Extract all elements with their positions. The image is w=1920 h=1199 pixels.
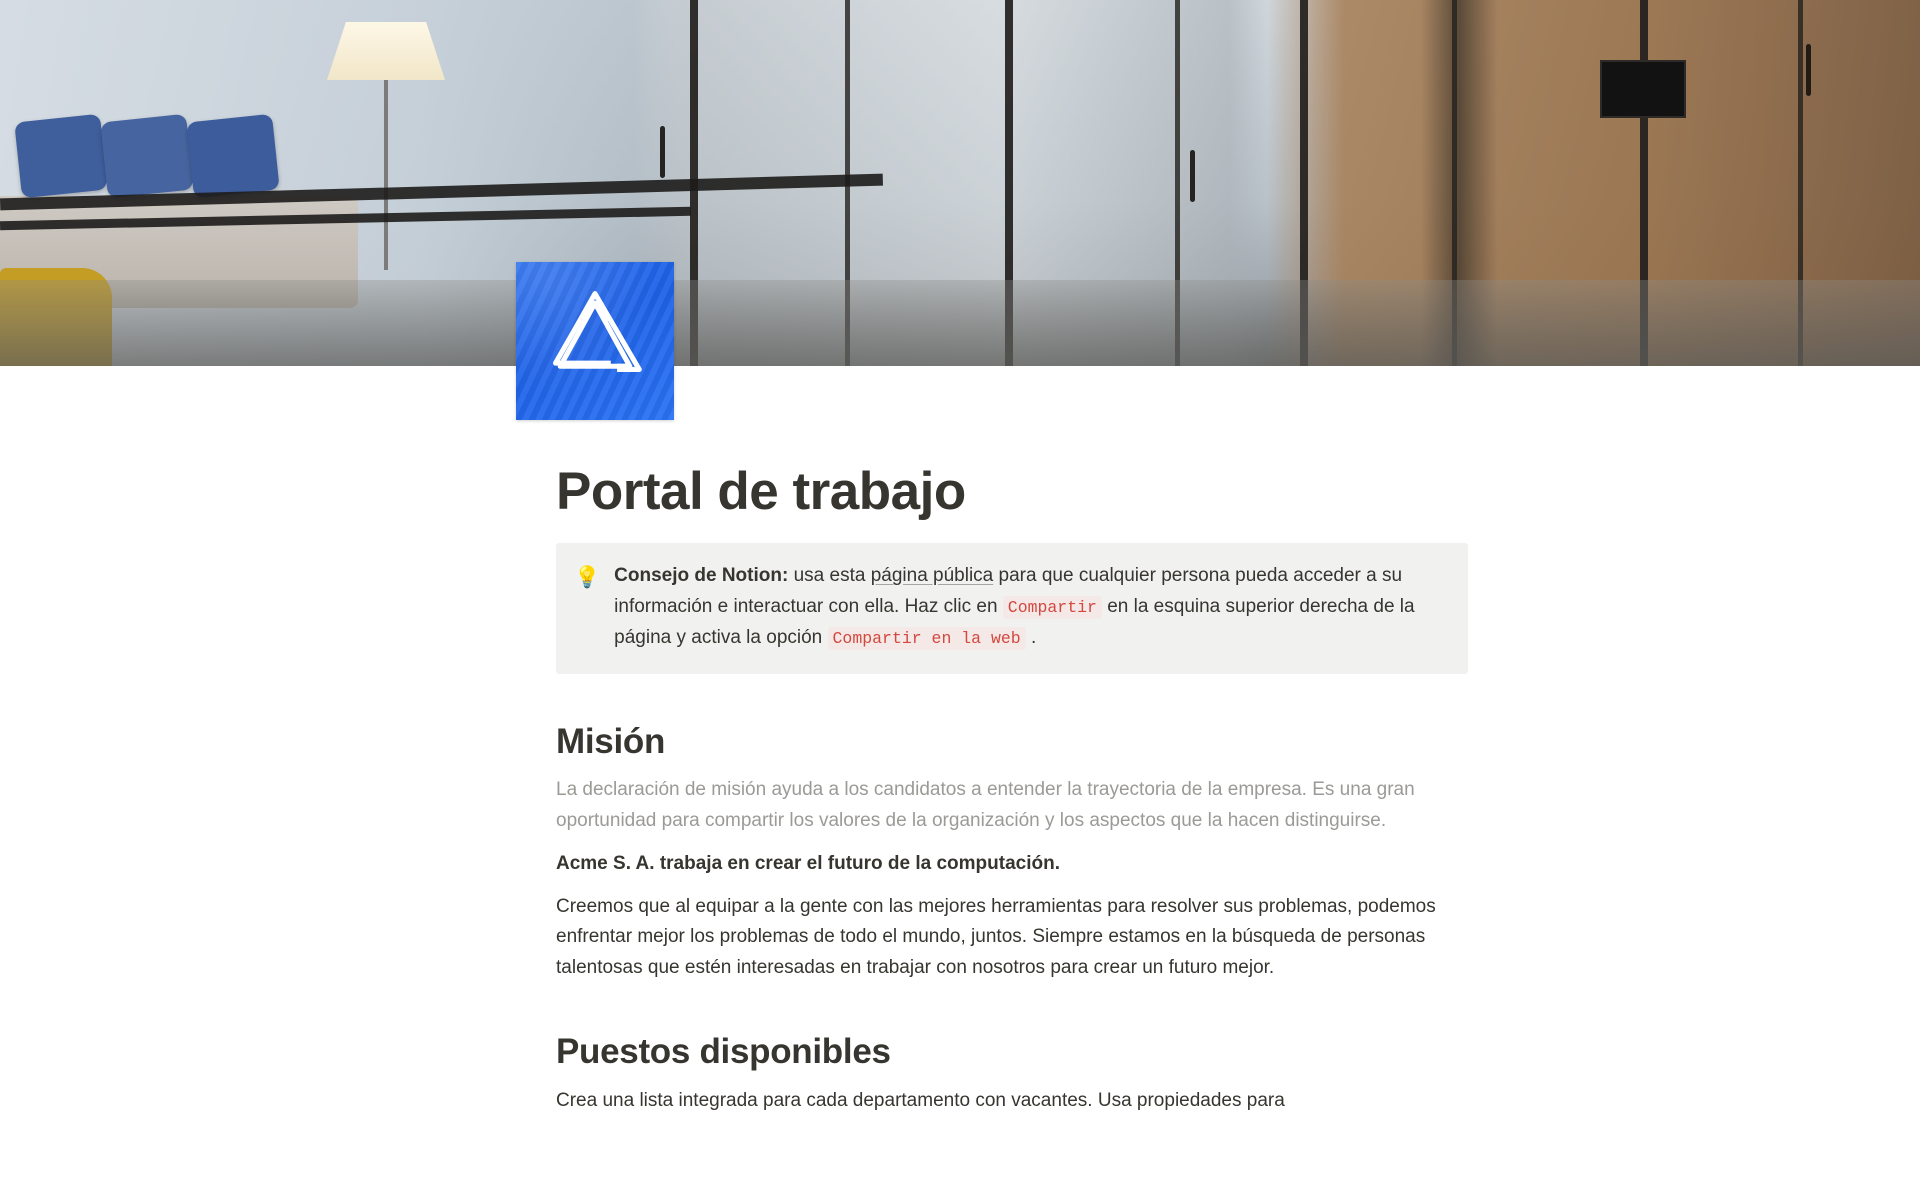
mission-body-text: Creemos que al equipar a la gente con las mejores herramientas para resolver sus problemas, podemos enfrentar mejor los problemas de todo el mundo, juntos. Siempre estamos en la búsqueda de personas talentosas que estén interesadas en trabajar con nosotros para crear un futuro mejor. <box>556 895 1436 979</box>
wall-display-screen <box>1600 60 1686 118</box>
door-handle <box>660 126 665 178</box>
callout-text-4: . <box>1025 626 1037 648</box>
penrose-triangle-icon[interactable] <box>516 262 674 420</box>
floor-lamp-pole <box>384 80 388 270</box>
notion-tip-callout <box>556 543 1468 673</box>
cushion <box>186 114 279 199</box>
callout-text-3: en la esquina superior derecha de la página y activa la opción <box>614 596 1415 648</box>
code-share-on-web: Compartir en la web <box>828 627 1026 650</box>
public-page-link[interactable]: página pública <box>870 565 994 587</box>
section-heading-mission: Misión <box>556 721 666 761</box>
code-share: Compartir <box>1003 596 1102 619</box>
callout-text-2: para que cualquier persona pueda acceder a su información e interactuar con ella. Haz clic en <box>614 565 1403 618</box>
lightbulb-icon: 💡 <box>574 566 601 590</box>
callout-text <box>614 561 1448 653</box>
floor-surface <box>0 280 1920 366</box>
open-positions-hint-text: Crea una lista integrada para cada departamento con vacantes. Usa propiedades para <box>556 1089 1285 1111</box>
page-cover-image[interactable] <box>0 0 1920 366</box>
floor-lamp-shade <box>327 22 445 80</box>
page-title: Portal de trabajo <box>556 462 966 521</box>
cushion <box>100 114 193 199</box>
door-handle <box>1190 150 1195 202</box>
callout-text-1: usa esta <box>788 565 871 587</box>
cushion <box>14 114 107 199</box>
page-content <box>556 462 1468 1189</box>
callout-lead: Consejo de Notion: <box>614 565 789 587</box>
mission-hint-text: La declaración de misión ayuda a los candidatos a entender la trayectoria de la empresa. Es una gran oportunidad para compartir los valores de la organización y los aspectos que la hacen distinguirse. <box>556 779 1415 832</box>
section-heading-open-positions: Puestos disponibles <box>556 1032 891 1071</box>
mission-statement: Acme S. A. trabaja en crear el futuro de la computación. <box>556 852 1060 874</box>
door-handle <box>1806 44 1811 96</box>
